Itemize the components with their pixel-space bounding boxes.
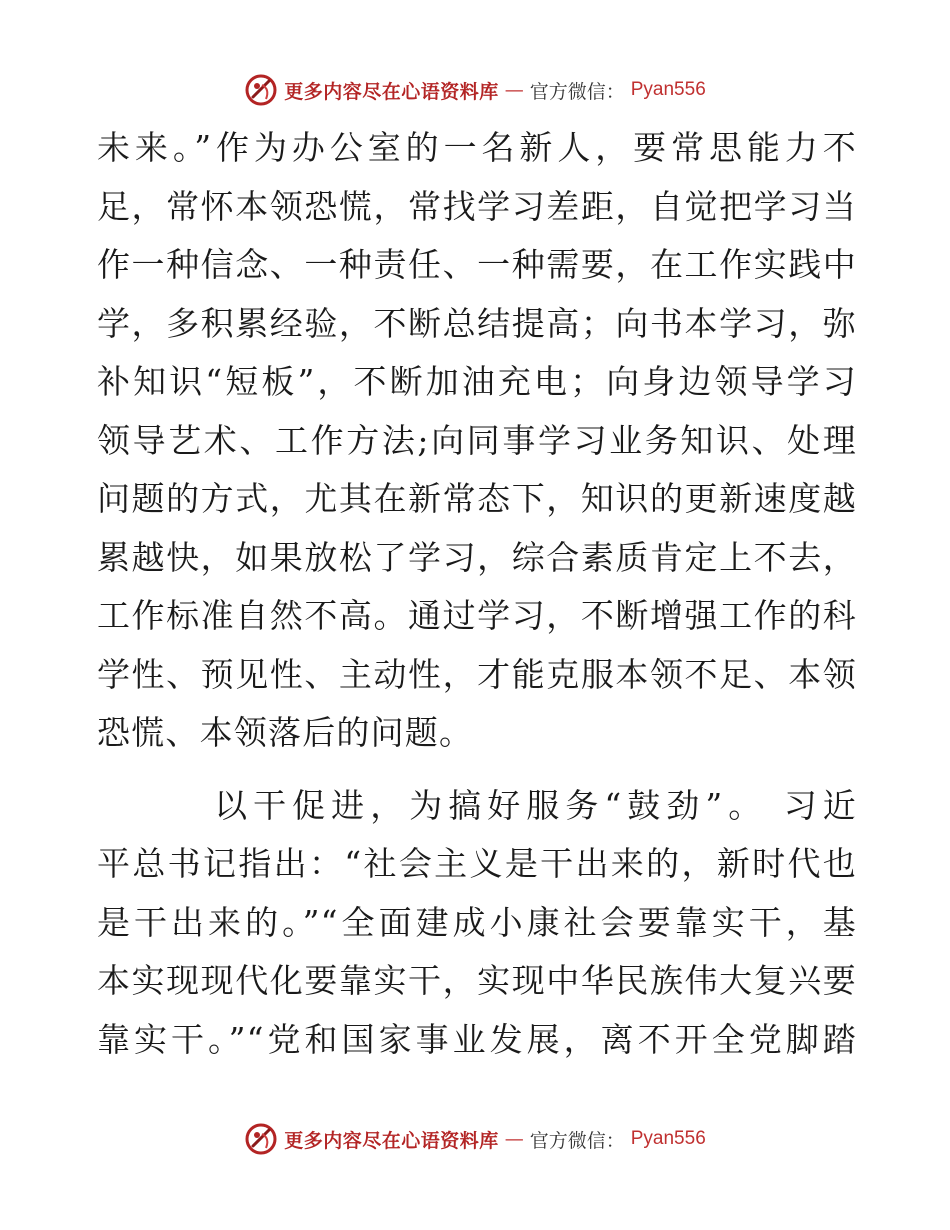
text-line: 学，多积累经验，不断总结提高；向书本学习，弥 <box>97 303 857 343</box>
banner-wechat-id: Pyan556 <box>630 1128 706 1149</box>
paragraph-gap <box>97 763 857 777</box>
text-line: 靠实干。”“党和国家事业发展，离不开全党脚踏 <box>97 1019 857 1059</box>
banner-title: 更多内容尽在心语资料库 <box>284 80 499 103</box>
text-line: 领导艺术、工作方法;向同事学习业务知识、处理 <box>97 420 857 460</box>
banner-wechat-label: 官方微信： <box>529 80 625 103</box>
text-line: 累越快，如果放松了学习，综合素质肯定上不去， <box>97 537 857 577</box>
text-line: 以干促进，为搞好服务“鼓劲”。 习近 <box>97 785 857 825</box>
banner-title: 更多内容尽在心语资料库 <box>284 1129 499 1152</box>
text-line: 足，常怀本领恐慌，常找学习差距，自觉把学习当 <box>97 186 857 226</box>
header-banner <box>0 70 950 110</box>
text-line: 问题的方式，尤其在新常态下，知识的更新速度越 <box>97 479 857 518</box>
banner-separator: — <box>504 1128 524 1150</box>
text-line: 补知识“短板”，不断加油充电；向身边领导学习 <box>97 362 857 401</box>
banner-wechat-label: 官方微信： <box>529 1129 625 1152</box>
document-body <box>97 119 857 1069</box>
paragraph-2 <box>97 777 857 1070</box>
logo-icon <box>244 73 278 107</box>
text-line: 本实现现代化要靠实干，实现中华民族伟大复兴要 <box>97 961 857 1000</box>
banner-separator: — <box>504 79 524 101</box>
text-line: 是干出来的。”“全面建成小康社会要靠实干，基 <box>97 902 857 942</box>
text-line: 工作标准自然不高。通过学习，不断增强工作的科 <box>97 596 857 635</box>
text-line: 学性、预见性、主动性，才能克服本领不足、本领 <box>97 654 857 694</box>
text-line: 恐慌、本领落后的问题。 <box>97 713 474 752</box>
footer-banner <box>0 1119 950 1159</box>
text-line: 平总书记指出：“社会主义是干出来的，新时代也 <box>97 844 857 883</box>
banner-wechat-id: Pyan556 <box>630 79 706 100</box>
paragraph-1 <box>97 119 857 763</box>
text-line: 作一种信念、一种责任、一种需要，在工作实践中 <box>97 245 857 284</box>
text-line: 未来。”作为办公室的一名新人，要常思能力不 <box>97 128 857 167</box>
logo-icon <box>244 1122 278 1156</box>
